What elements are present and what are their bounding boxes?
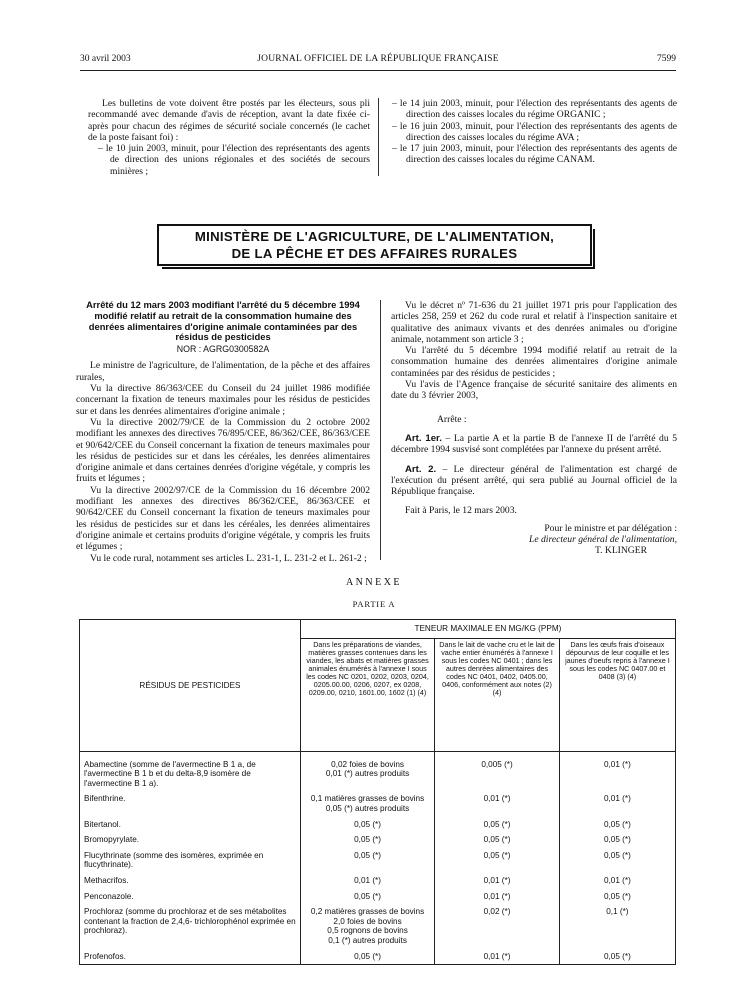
arrete-left-para-2: Vu la directive 86/363/CEE du Conseil du 24 juillet 1986 modifiée concernant la fixation de teneurs maximales pour les résidus de pesticides sur et dans les denrées alimentaires d'origine animale ; <box>76 383 370 417</box>
value-viandes-cell: 0,1 matières grasses de bovins 0,05 (*) autres produits <box>300 791 434 816</box>
arrete-right-column <box>391 300 677 557</box>
arrete-right-para-2: Vu l'arrêté du 5 décembre 1994 modifié relatif au retrait de la consommation humaine des denrées alimentaires d'origine animale contaminées par des résidus de pesticides ; <box>391 345 677 379</box>
table-row <box>80 848 676 873</box>
value-viandes-cell: 0,05 (*) <box>300 817 434 833</box>
value-lait-cell: 0,01 (*) <box>435 791 559 816</box>
ministry-line-1: MINISTÈRE DE L'AGRICULTURE, DE L'ALIMENTATION, <box>194 229 555 244</box>
ballot-intro: Les bulletins de vote doivent être postés par les électeurs, sous pli recommandé avec demande d'avis de réception, avant la date fixée ci-après pour chacun des régimes de sécurité sociale concernés (le cachet de la poste faisant foi) : <box>88 98 370 143</box>
arrete-decision-label: Arrête : <box>437 413 467 425</box>
value-oeufs-cell: 0,05 (*) <box>559 848 675 873</box>
residue-name-cell: Prochloraz (somme du prochloraz et de ses métabolites contenant la fraction de 2,4,6- trichlorophénol exprimée en prochloraz). <box>80 904 301 948</box>
arrete-nor: NOR : AGRG0300582A <box>176 344 270 355</box>
value-viandes-cell: 0,05 (*) <box>300 848 434 873</box>
page-header <box>80 54 676 68</box>
arrete-right-para-3: Vu l'avis de l'Agence française de sécurité sanitaire des aliments en date du 3 février 2003, <box>391 379 677 402</box>
signature-line-1: Pour le ministre et par délégation : <box>544 522 677 534</box>
table-row <box>80 751 676 791</box>
article-2-text: – Le directeur général de l'alimentation est chargé de l'exécution du présent arrêté, qui sera publié au Journal officiel de la République française. <box>391 463 677 498</box>
value-lait-cell: 0,01 (*) <box>435 949 559 965</box>
article-1 <box>391 433 677 456</box>
value-viandes-cell: 0,05 (*) <box>300 889 434 905</box>
arrete-left-para-3: Vu la directive 2002/79/CE de la Commission du 2 octobre 2002 modifiant les annexes des directives 76/895/CEE, 86/362/CEE, 86/363/CEE et 90/642/CEE du Conseil concernant la fixation de teneurs maximales pour les résidus de pesticides sur et dans les céréales, les denrées alimentaires d'origine animale et dans certaines denrées d'origine végétale, y compris les fruits et légumes ; <box>76 416 370 485</box>
annexe-partie: PARTIE A <box>352 599 396 609</box>
value-oeufs-cell: 0,05 (*) <box>559 832 675 848</box>
residue-name-cell: Penconazole. <box>80 889 301 905</box>
value-lait-cell: 0,05 (*) <box>435 848 559 873</box>
value-oeufs-cell: 0,05 (*) <box>559 889 675 905</box>
header-date: 30 avril 2003 <box>80 54 131 64</box>
value-viandes-cell: 0,2 matières grasses de bovins 2,0 foies de bovins 0,5 rognons de bovins 0,1 (*) autres produits <box>300 904 434 948</box>
signature-line-2: Le directeur général de l'alimentation, <box>529 534 677 546</box>
value-viandes-cell: 0,01 (*) <box>300 873 434 889</box>
value-oeufs-cell: 0,01 (*) <box>559 873 675 889</box>
header-col-lait: Dans le lait de vache cru et le lait de vache entier énumérés à l'annexe I sous les codes NC 0401 ; dans les autres denrées alimentaires des codes NC 0401, 0402, 0405.00, 0406, conformément aux notes (2) (4) <box>435 638 559 751</box>
residue-name-cell: Bifenthrine. <box>80 791 301 816</box>
article-2-label: Art. 2. <box>405 463 437 475</box>
article-1-text: – La partie A et la partie B de l'annexe II de l'arrêté du 5 décembre 1994 susvisé sont complétées par l'annexe du présent arrêté. <box>391 432 678 456</box>
table-row <box>80 873 676 889</box>
pesticide-residue-table <box>79 619 676 965</box>
residue-name-cell: Bitertanol. <box>80 817 301 833</box>
article-1-label: Art. 1er. <box>405 432 442 444</box>
signature-name: T. KLINGER <box>594 545 647 557</box>
column-separator <box>378 98 379 176</box>
value-oeufs-cell: 0,01 (*) <box>559 791 675 816</box>
residue-name-cell: Profenofos. <box>80 949 301 965</box>
value-lait-cell: 0,01 (*) <box>435 873 559 889</box>
value-viandes-cell: 0,05 (*) <box>300 832 434 848</box>
top-left-column <box>88 98 370 177</box>
table-row <box>80 791 676 816</box>
residue-name-cell: Abamectine (somme de l'avermectine B 1 a, de l'avermectine B 1 b et du delta-8,9 isomère de l'avermectine B 1 a). <box>80 751 301 791</box>
value-lait-cell: 0,05 (*) <box>435 832 559 848</box>
arrete-right-para-1: Vu le décret nº 71-636 du 21 juillet 1971 pris pour l'application des articles 258, 259 et 262 du code rural et relatif à l'inspection sanitaire et qualitative des animaux vivants et des denrées animales ou d'origine animale, notamment son article 3 ; <box>391 300 677 345</box>
value-oeufs-cell: 0,1 (*) <box>559 904 675 948</box>
value-oeufs-cell: 0,05 (*) <box>559 949 675 965</box>
arrete-left-para-4: Vu la directive 2002/97/CE de la Commission du 16 décembre 2002 modifiant les annexes des directives 86/362/CEE, 86/363/CEE et 90/642/CEE du Conseil concernant la fixation de teneurs maximales pour les résidus de pesticides sur et dans les céréales, les denrées alimentaires d'origine animale et certains produits d'origine végétale, y compris les fruits et légumes ; <box>76 484 370 553</box>
arrete-column-separator <box>380 300 381 560</box>
arrete-title: Arrêté du 12 mars 2003 modifiant l'arrêté du 5 décembre 1994 modifié relatif au retrait de la consommation humaine des denrées alimentaires d'origine animale contaminées par des résidus de pesticides <box>86 299 360 343</box>
arrete-left-para-1: Le ministre de l'agriculture, de l'alimentation, de la pêche et des affaires rurales, <box>76 360 370 383</box>
residue-name-cell: Bromopyrylate. <box>80 832 301 848</box>
article-2 <box>391 464 677 498</box>
ministry-heading-box <box>157 224 592 266</box>
ballot-item-2: – le 14 juin 2003, minuit, pour l'élection des représentants des agents de direction des caisses locales du régime ORGANIC ; <box>392 98 677 121</box>
annexe-title: ANNEXE <box>345 577 403 588</box>
residue-name-cell: Methacrifos. <box>80 873 301 889</box>
header-residus: RÉSIDUS DE PESTICIDES <box>80 620 301 752</box>
table-body <box>80 751 676 965</box>
ministry-line-2: DE LA PÊCHE ET DES AFFAIRES RURALES <box>231 246 518 261</box>
ballot-item-3: – le 16 juin 2003, minuit, pour l'élection des représentants des agents de direction des caisses locales du régime AVA ; <box>392 120 677 143</box>
header-teneur-maximale: TENEUR MAXIMALE EN MG/KG (PPM) <box>300 620 675 639</box>
value-oeufs-cell: 0,05 (*) <box>559 817 675 833</box>
value-viandes-cell: 0,05 (*) <box>300 949 434 965</box>
value-lait-cell: 0,01 (*) <box>435 889 559 905</box>
value-lait-cell: 0,05 (*) <box>435 817 559 833</box>
ballot-item-1: – le 10 juin 2003, minuit, pour l'élection des représentants des agents de direction des unions régionales et des sociétés de secours minières ; <box>98 143 370 177</box>
value-oeufs-cell: 0,01 (*) <box>559 751 675 791</box>
table-row <box>80 889 676 905</box>
residue-name-cell: Flucythrinate (somme des isomères, exprimée en flucythrinate). <box>80 848 301 873</box>
arrete-left-column <box>76 300 370 564</box>
header-rule <box>80 70 676 71</box>
arrete-left-para-5: Vu le code rural, notamment ses articles L. 231-1, L. 231-2 et L. 261-2 ; <box>90 552 367 564</box>
arrete-fait: Fait à Paris, le 12 mars 2003. <box>405 505 517 517</box>
top-right-column <box>392 98 677 166</box>
value-lait-cell: 0,005 (*) <box>435 751 559 791</box>
header-col-viandes: Dans les préparations de viandes, matières grasses contenues dans les viandes, les abats et matières grasses animales énumérés à l'annexe I sous les codes NC 0201, 0202, 0203, 0204, 0205.00.00, 0206, 0207, ex 0208, 0209.00, 0210, 1601.00, 1602 (1) (4) <box>300 638 434 751</box>
table-row <box>80 832 676 848</box>
header-col-oeufs: Dans les œufs frais d'oiseaux dépourvus de leur coquille et les jaunes d'oeufs repris à l'annexe I sous les codes NC 0407.00 et 0408 (3) (4) <box>559 638 675 751</box>
header-page-number: 7599 <box>657 54 676 64</box>
ministry-box-shadow <box>162 229 595 269</box>
table-row <box>80 949 676 965</box>
value-viandes-cell: 0,02 foies de bovins 0,01 (*) autres produits <box>300 751 434 791</box>
table-header-row-1 <box>80 620 676 639</box>
ballot-item-4: – le 17 juin 2003, minuit, pour l'élection des représentants des agents de direction des caisses locales du régime CANAM. <box>392 143 677 166</box>
table-row <box>80 904 676 948</box>
header-journal-title: JOURNAL OFFICIEL DE LA RÉPUBLIQUE FRANÇAISE <box>257 54 499 64</box>
value-lait-cell: 0,02 (*) <box>435 904 559 948</box>
table-row <box>80 817 676 833</box>
